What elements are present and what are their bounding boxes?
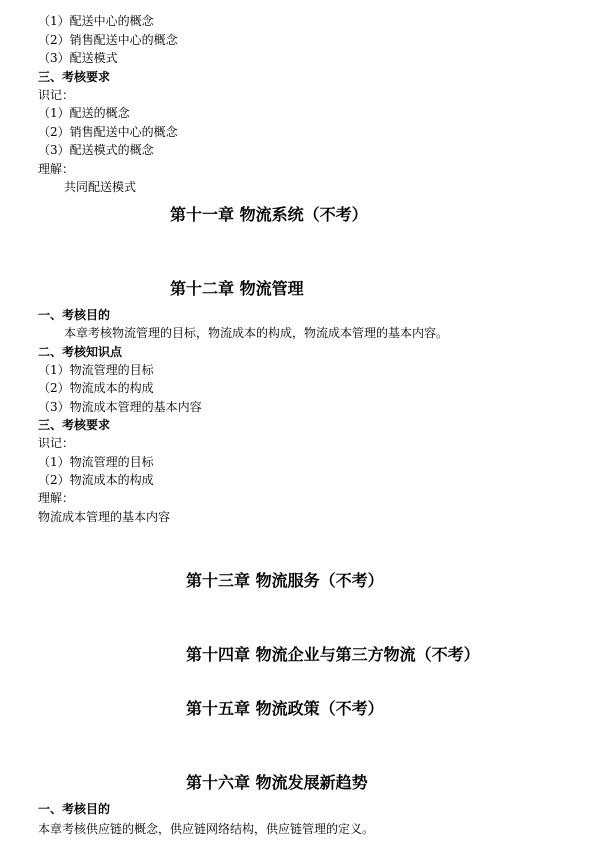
- paragraph-label: 识记：: [38, 88, 75, 102]
- paragraph-label: 识记：: [38, 436, 75, 450]
- list-item: （3）配送模式的概念: [38, 143, 154, 157]
- paragraph: 本章考核供应链的概念，供应链网络结构，供应链管理的定义。: [38, 822, 375, 836]
- list-item: （2）物流成本的构成: [38, 473, 154, 487]
- section-heading: 三、考核要求: [38, 70, 111, 84]
- paragraph: 物流成本管理的基本内容: [38, 510, 171, 524]
- chapter-title: 第十四章 物流企业与第三方物流（不考）: [186, 645, 480, 664]
- list-item: （3）配送模式: [38, 51, 118, 65]
- paragraph-label: 理解：: [38, 162, 75, 176]
- chapter-title: 第十三章 物流服务（不考）: [186, 571, 384, 590]
- chapter-title: 第十一章 物流系统（不考）: [170, 205, 368, 224]
- list-item: （1）配送的概念: [38, 106, 130, 120]
- list-item: （2）销售配送中心的概念: [38, 125, 178, 139]
- paragraph: 本章考核物流管理的目标，物流成本的构成，物流成本管理的基本内容。: [64, 326, 449, 340]
- paragraph-label: 理解：: [38, 491, 75, 505]
- section-heading: 三、考核要求: [38, 418, 111, 432]
- chapter-title: 第十五章 物流政策（不考）: [186, 699, 384, 718]
- chapter-title: 第十二章 物流管理: [170, 279, 304, 298]
- chapter-title: 第十六章 物流发展新趋势: [186, 773, 368, 792]
- section-heading: 一、考核目的: [38, 802, 111, 816]
- paragraph: 共同配送模式: [64, 180, 137, 194]
- list-item: （2）物流成本的构成: [38, 381, 154, 395]
- list-item: （2）销售配送中心的概念: [38, 33, 178, 47]
- section-heading: 一、考核目的: [38, 308, 111, 322]
- list-item: （1）配送中心的概念: [38, 14, 154, 28]
- list-item: （1）物流管理的目标: [38, 455, 154, 469]
- list-item: （1）物流管理的目标: [38, 363, 154, 377]
- section-heading: 二、考核知识点: [38, 345, 123, 359]
- list-item: （3）物流成本管理的基本内容: [38, 400, 202, 414]
